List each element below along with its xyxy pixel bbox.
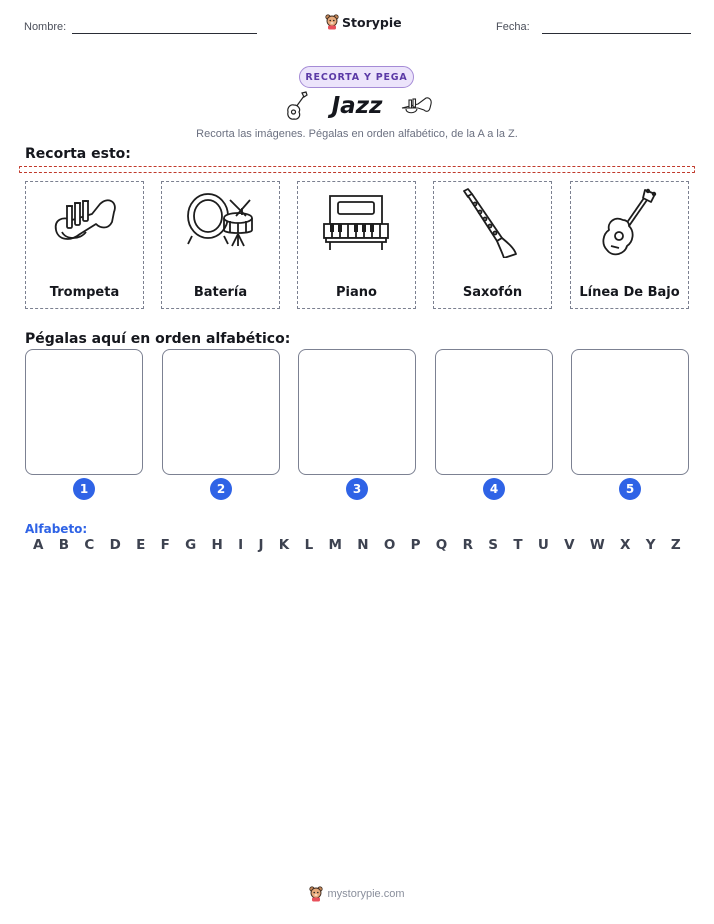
- slot-number: 1: [73, 478, 95, 500]
- paste-box-5[interactable]: [571, 349, 689, 475]
- alphabet-row: [25, 537, 689, 553]
- alphabet-letter: K: [278, 537, 290, 553]
- date-label: Fecha:: [496, 21, 530, 33]
- alphabet-letter: O: [383, 537, 396, 553]
- alphabet-letter: C: [84, 537, 95, 553]
- alphabet-letter: D: [109, 537, 121, 553]
- alphabet-letter: Y: [645, 537, 656, 553]
- alphabet-letter: F: [160, 537, 170, 553]
- alphabet-letter: Z: [670, 537, 681, 553]
- cut-card-trumpet[interactable]: [25, 181, 144, 309]
- paste-box-4[interactable]: [435, 349, 553, 475]
- activity-badge: RECORTA Y PEGA: [299, 66, 414, 88]
- alphabet-letter: H: [211, 537, 223, 553]
- alphabet-letter: S: [488, 537, 499, 553]
- paste-box-1[interactable]: [25, 349, 143, 475]
- piano-icon: [320, 188, 392, 254]
- name-label: Nombre:: [24, 21, 67, 33]
- alphabet-letter: P: [410, 537, 421, 553]
- clarinet-icon: [456, 188, 528, 258]
- alphabet-letter: E: [136, 537, 146, 553]
- trumpet-decor-icon: [400, 94, 434, 118]
- slot-number: 3: [346, 478, 368, 500]
- bear-icon: [325, 14, 339, 30]
- name-line[interactable]: [72, 33, 257, 34]
- card-label: Línea De Bajo: [579, 285, 680, 300]
- card-label: Trompeta: [49, 285, 120, 300]
- alphabet-letter: U: [537, 537, 549, 553]
- slot-number: 5: [619, 478, 641, 500]
- brand-logo: [325, 14, 402, 30]
- guitar-decor-icon: [285, 90, 309, 122]
- cut-card-drums[interactable]: [161, 181, 280, 309]
- bear-icon: [309, 886, 323, 902]
- footer: [0, 886, 714, 902]
- alphabet-letter: Q: [435, 537, 448, 553]
- cut-card-saxophone[interactable]: [433, 181, 552, 309]
- alphabet-letter: G: [185, 537, 197, 553]
- instructions: Recorta las imágenes. Pégalas en orden alfabético, de la A a la Z.: [196, 128, 518, 140]
- cut-section-heading: Recorta esto:: [25, 146, 131, 162]
- alphabet-letter: N: [357, 537, 369, 553]
- slot-number: 2: [210, 478, 232, 500]
- alphabet-letter: I: [238, 537, 244, 553]
- alphabet-heading: Alfabeto:: [25, 522, 88, 536]
- card-label: Saxofón: [462, 285, 523, 300]
- alphabet-letter: A: [33, 537, 44, 553]
- cut-card-bass[interactable]: [570, 181, 689, 309]
- card-label: Piano: [336, 285, 377, 300]
- alphabet-letter: V: [564, 537, 575, 553]
- cut-card-piano[interactable]: [297, 181, 416, 309]
- alphabet-letter: W: [589, 537, 605, 553]
- paste-box-2[interactable]: [162, 349, 280, 475]
- alphabet-letter: M: [328, 537, 342, 553]
- paste-section-heading: Pégalas aquí en orden alfabético:: [25, 331, 291, 347]
- brand-name: Storypie: [342, 14, 402, 30]
- card-label: Batería: [193, 285, 248, 300]
- paste-box-3[interactable]: [298, 349, 416, 475]
- alphabet-letter: J: [258, 537, 264, 553]
- guitar-icon: [593, 188, 665, 260]
- cut-line: [19, 166, 695, 173]
- drum-kit-icon: [184, 188, 256, 254]
- alphabet-letter: R: [462, 537, 473, 553]
- alphabet-letter: L: [304, 537, 314, 553]
- alphabet-letter: T: [513, 537, 523, 553]
- date-line[interactable]: [542, 33, 691, 34]
- footer-link[interactable]: mystorypie.com: [327, 888, 405, 900]
- trumpet-icon: [48, 188, 120, 254]
- page-title: Jazz: [331, 93, 383, 119]
- slot-number: 4: [483, 478, 505, 500]
- alphabet-letter: X: [620, 537, 631, 553]
- alphabet-letter: B: [58, 537, 70, 553]
